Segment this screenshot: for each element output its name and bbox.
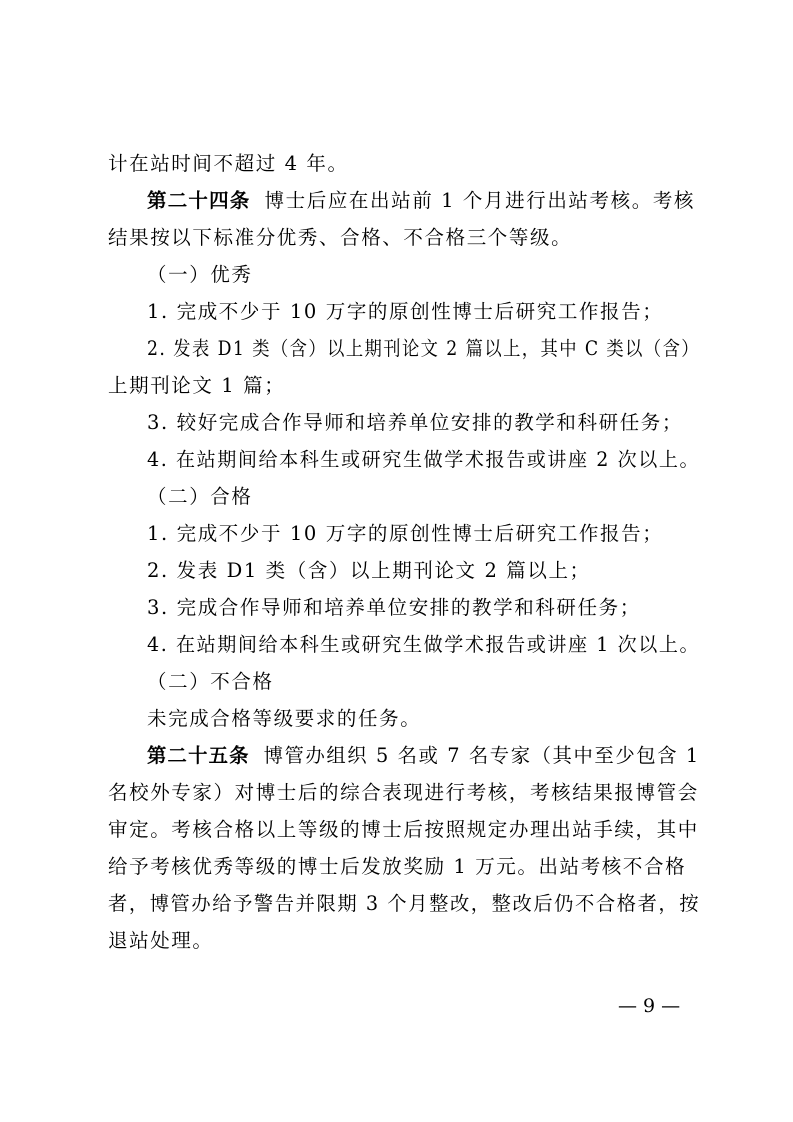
article-24-heading: 第二十四条: [147, 189, 251, 212]
article-24-text: 博士后应在出站前 1 个月进行出站考核。考核: [264, 189, 696, 212]
article-24-first-line: [147, 188, 695, 214]
list-item: 2. 发表 D1 类（含）以上期刊论文 2 篇以上，其中 C 类以（含）: [147, 337, 701, 360]
page-number: — 9 —: [618, 995, 681, 1017]
list-item: 1. 完成不少于 10 万字的原创性博士后研究工作报告；: [147, 522, 664, 545]
list-item: 4. 在站期间给本科生或研究生做学术报告或讲座 1 次以上。: [147, 633, 701, 656]
text-line: 审定。考核合格以上等级的博士后按照规定办理出站手续，其中: [108, 818, 699, 841]
list-item: 1. 完成不少于 10 万字的原创性博士后研究工作报告；: [147, 300, 664, 323]
section-heading-pass: （二）合格: [147, 485, 253, 508]
text-line: 结果按以下标准分优秀、合格、不合格三个等级。: [108, 226, 573, 249]
text-line: 给予考核优秀等级的博士后发放奖励 1 万元。出站考核不合格: [108, 855, 687, 878]
section-heading-excellent: （一）优秀: [147, 263, 253, 286]
article-25-heading: 第二十五条: [147, 744, 250, 767]
article-25-first-line: [147, 743, 700, 769]
text-line: 者，博管办给予警告并限期 3 个月整改，整改后仍不合格者，按: [108, 892, 701, 915]
list-item: 3. 完成合作导师和培养单位安排的教学和科研任务；: [147, 596, 641, 619]
article-25-text: 博管办组织 5 名或 7 名专家（其中至少包含 1: [263, 744, 700, 767]
text-line: 计在站时间不超过 4 年。: [108, 152, 349, 175]
list-item: 4. 在站期间给本科生或研究生做学术报告或讲座 2 次以上。: [147, 448, 701, 471]
list-item: 3. 较好完成合作导师和培养单位安排的教学和科研任务；: [147, 411, 684, 434]
list-item: 2. 发表 D1 类（含）以上期刊论文 2 篇以上；: [147, 559, 591, 582]
section-heading-fail: （二）不合格: [147, 670, 274, 693]
text-line: 未完成合格等级要求的任务。: [147, 707, 422, 730]
text-line: 上期刊论文 1 篇；: [108, 374, 286, 397]
text-line: 名校外专家）对博士后的综合表现进行考核，考核结果报博管会: [108, 781, 699, 804]
text-line: 退站处理。: [108, 929, 214, 952]
